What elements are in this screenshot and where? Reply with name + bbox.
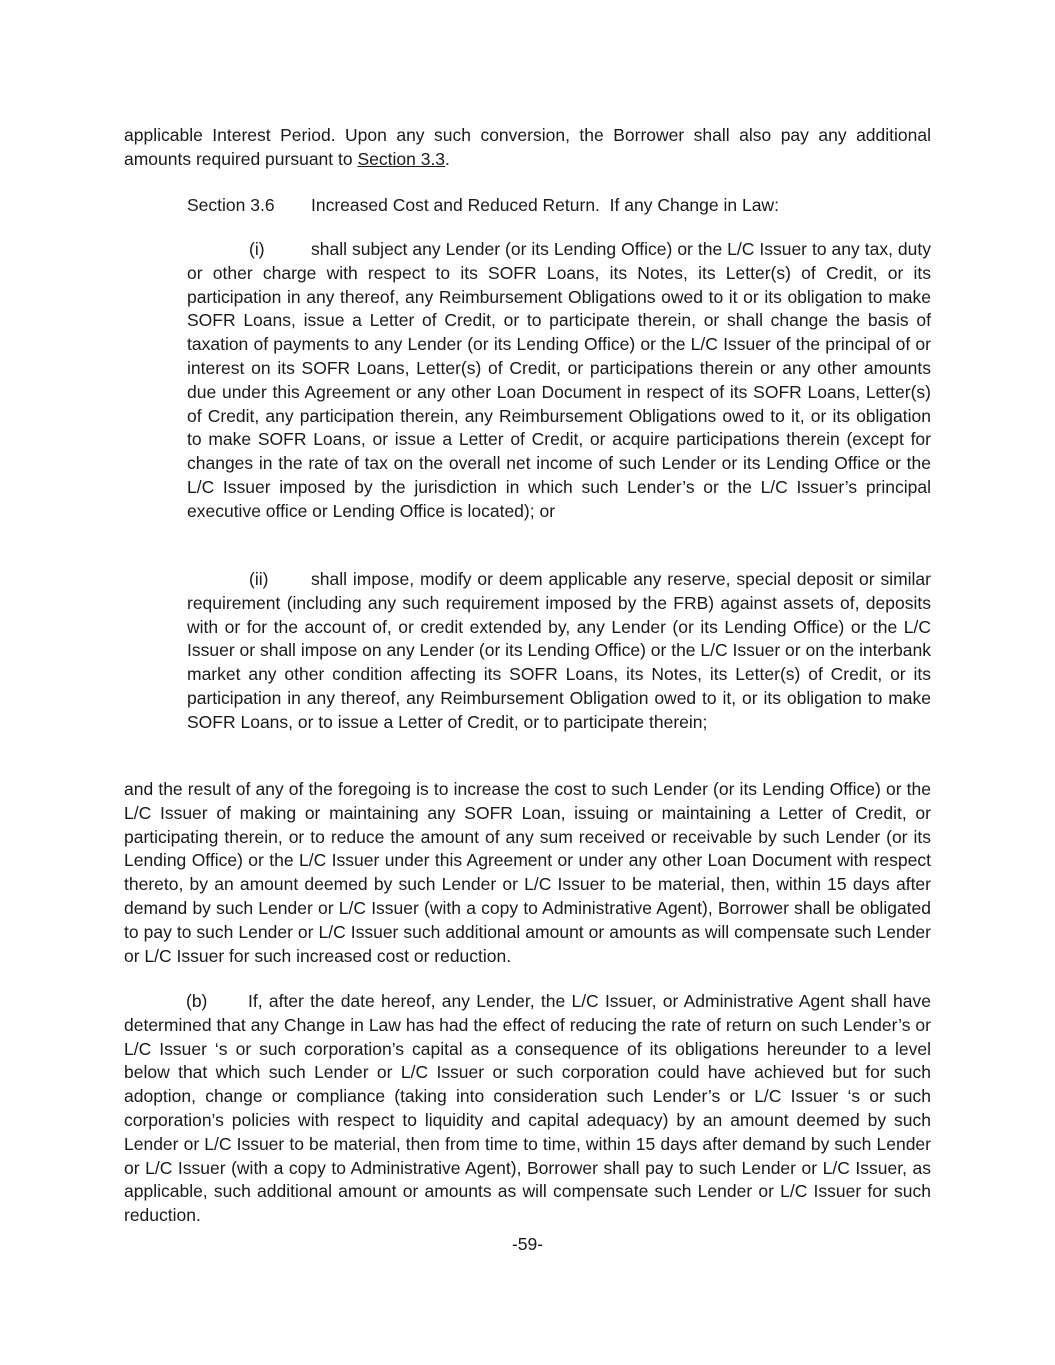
intro-text: applicable Interest Period. Upon any such conversion, the Borrower shall also pay any additional amounts required pursuant to [124,125,931,169]
clause-b-text: If, after the date hereof, any Lender, the L/C Issuer, or Administrative Agent shall have determined that any Change in Law has had the effect of reducing the rate of return on such Lender’s or L/C Issuer ‘s or such corporation’s capital as a consequence of its obligations hereunder to a level below that which such Lender or L/C Issuer or such corporation could have achieved but for such adoption, change or compliance (taking into consideration such Lender’s or L/C Issuer ‘s or such corporation’s policies with respect to liquidity and capital adequacy) by an amount deemed by such Lender or L/C Issuer to be material, then from time to time, within 15 days after demand by such Lender or L/C Issuer (with a copy to Administrative Agent), Borrower shall pay to such Lender or L/C Issuer, as applicable, such additional amount or amounts as will compensate such Lender or L/C Issuer for such reduction. [124,991,931,1226]
page-number: -59- [511,1234,544,1254]
clause-i-marker: (i) [249,239,265,259]
intro-period: . [445,148,450,169]
section-title: Increased Cost and Reduced Return. [311,195,600,215]
section-3-6-heading [187,194,931,218]
clause-i-text: shall subject any Lender (or its Lending Office) or the L/C Issuer to any tax, duty or other charge with respect to its SOFR Loans, its Notes, its Letter(s) of Credit, or its participation in any thereof, any Reimbursement Obligations owed to it or its obligation to make SOFR Loans, issue a Letter of Credit, or to participate therein, or shall change the basis of taxation of payments to any Lender (or its Lending Office) or the L/C Issuer of the principal of or interest on its SOFR Loans, Letter(s) of Credit, or participations therein or any other amounts due under this Agreement or any other Loan Document in respect of its SOFR Loans, Letter(s) of Credit, any participation therein, any Reimbursement Obligations owed to it, or its obligation to make SOFR Loans, or issue a Letter of Credit, or acquire participations therein (except for changes in the rate of tax on the overall net income of such Lender or its Lending Office or the L/C Issuer imposed by the jurisdiction in which such Lender’s or the L/C Issuer’s principal executive office or Lending Office is located); or [187,239,931,521]
clause-ii-text: shall impose, modify or deem applicable any reserve, special deposit or similar requirement (including any such requirement imposed by the FRB) against assets of, deposits with or for the account of, or credit extended by, any Lender (or its Lending Office) or the L/C Issuer or shall impose on any Lender (or its Lending Office) or the L/C Issuer or on the interbank market any other condition affecting its SOFR Loans, its Notes, its Letter(s) of Credit, or its participation in any thereof, any Reimbursement Obligation owed to it, or its obligation to make SOFR Loans, or to issue a Letter of Credit, or to participate therein; [187,569,931,732]
section-3-3-reference: Section 3.3 [357,148,446,169]
section-number: Section 3.6 [187,195,275,215]
clause-b-marker: (b) [186,991,208,1011]
clause-ii-marker: (ii) [249,569,269,589]
clause-b [124,990,931,1228]
clause-i [187,238,931,524]
clause-ii [187,568,931,735]
section-lead: If any Change in Law: [609,195,779,215]
result-paragraph: and the result of any of the foregoing is to increase the cost to such Lender (or its Lending Office) or the L/C Issuer of making or maintaining any SOFR Loan, issuing or maintaining a Letter of Credit, or participating therein, or to reduce the amount of any sum received or receivable by such Lender (or its Lending Office) or the L/C Issuer under this Agreement or under any other Loan Document with respect thereto, by an amount deemed by such Lender or L/C Issuer to be material, then, within 15 days after demand by such Lender or L/C Issuer (with a copy to Administrative Agent), Borrower shall be obligated to pay to such Lender or L/C Issuer such additional amount or amounts as will compensate such Lender or L/C Issuer for such increased cost or reduction. [124,779,931,966]
intro-paragraph [124,124,931,172]
